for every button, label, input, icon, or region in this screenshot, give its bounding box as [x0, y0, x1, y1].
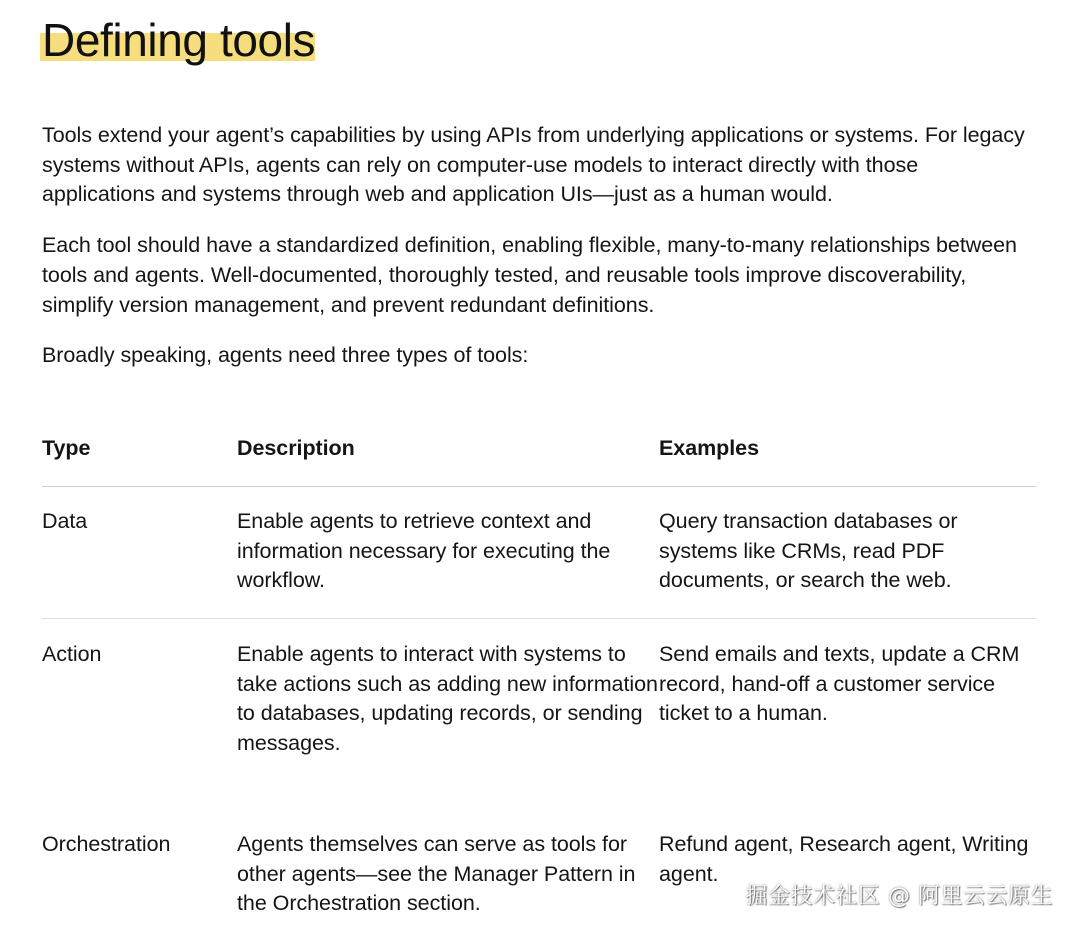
standard-definition-paragraph: Each tool should have a standardized definition, enabling flexible, many-to-many relationships between tools and agents. Well-documented, thoroughly tested, and reusable tools improve discoverability, simplify version management, and prevent redundant definitions.: [42, 233, 1017, 317]
cell-type: Data: [42, 508, 88, 533]
cell-examples: Refund agent, Research agent, Writing agent.: [659, 831, 1029, 886]
document-page: [42, 0, 1036, 919]
cell-examples: Query transaction databases or systems like CRMs, read PDF documents, or search the web.: [659, 508, 958, 593]
cell-type: Action: [42, 641, 102, 666]
cell-examples: Send emails and texts, update a CRM record, hand-off a customer service ticket to a human.: [659, 641, 1020, 726]
tool-types-lead-paragraph: Broadly speaking, agents need three types of tools:: [42, 343, 529, 368]
cell-type: Orchestration: [42, 831, 171, 856]
cell-description: Enable agents to interact with systems to take actions such as adding new information to databases, updating records, or sending messages.: [237, 641, 658, 755]
header-examples: Examples: [659, 435, 759, 460]
heading-block: [42, 12, 1036, 74]
header-type: Type: [42, 435, 91, 460]
cell-description: Agents themselves can serve as tools for other agents—see the Manager Pattern in the Orchestration section.: [237, 831, 636, 916]
intro-paragraph: Tools extend your agent’s capabilities by using APIs from underlying applications or systems. For legacy systems without APIs, agents can rely on computer-use models to interact directly with those applications and systems through web and application UIs—just as a human would.: [42, 123, 1025, 207]
header-description: Description: [237, 435, 355, 460]
table-row-action: [42, 619, 1036, 830]
tool-types-table: [42, 434, 1036, 919]
table-header-row: [42, 434, 1036, 487]
cell-description: Enable agents to retrieve context and information necessary for executing the workflow.: [237, 508, 611, 593]
watermark-text: 掘金技术社区 @ 阿里云云原生: [745, 884, 1053, 909]
table-row-data: [42, 487, 1036, 619]
page-title: Defining tools: [42, 14, 316, 66]
